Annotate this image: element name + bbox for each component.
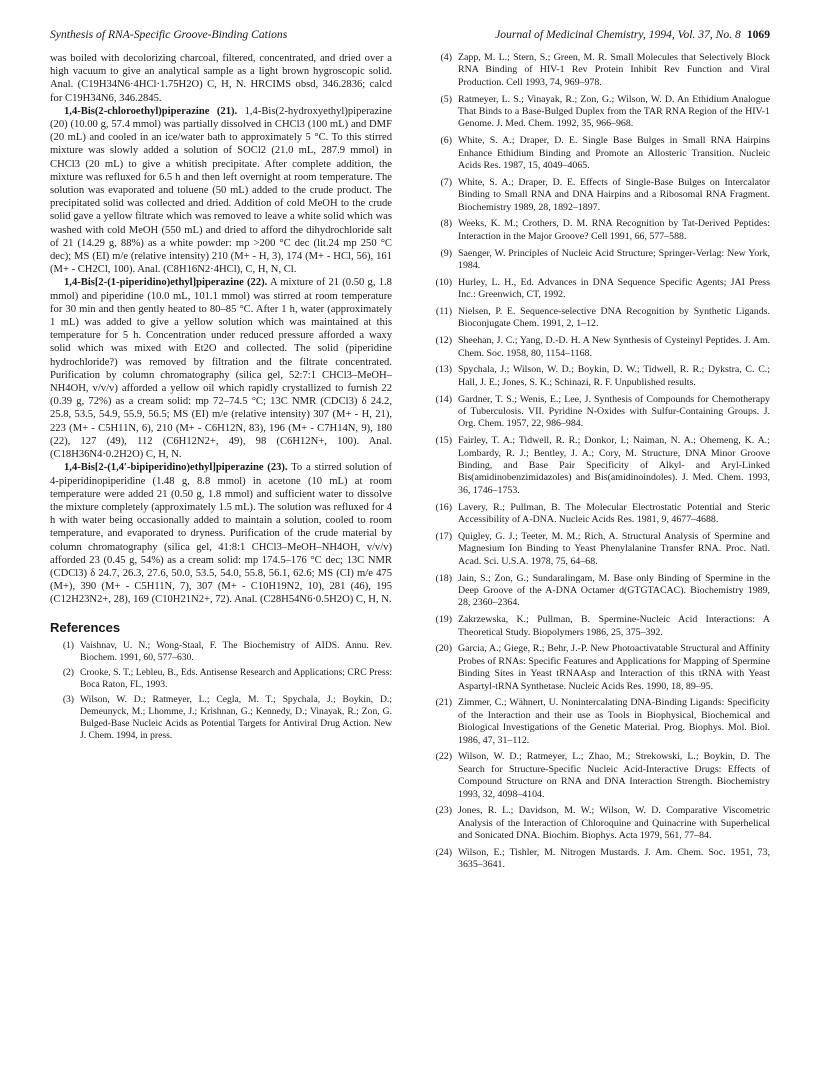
reference-item	[428, 847, 770, 872]
reference-item	[428, 435, 770, 497]
reference-text: Spychala, J.; Wilson, W. D.; Boykin, D. W.; Tidwell, R. R.; Dykstra, C. C.; Hall, J. E.; Jones, S. K.; Schinazi, R. F. Unpublished results.	[458, 364, 770, 388]
reference-text: Wilson, W. D.; Ratmeyer, L.; Cegla, M. T.; Spychala, J.; Boykin, D.; Demeunyck, M.; Lhomme, J.; Krishnan, G.; Kennedy, D.; Vinayak, R.; Zon, G. Bulged-Base Nucleic Acids as Potential Targets for Antiviral Drug Action. New J. Chem. 1994, in press.	[80, 694, 392, 741]
reference-number: (1)	[62, 639, 74, 651]
reference-number: (23)	[435, 805, 452, 817]
reference-number: (4)	[440, 52, 452, 63]
reference-number: (5)	[440, 93, 452, 105]
reference-item	[428, 697, 770, 747]
reference-number: (10)	[435, 276, 452, 288]
reference-item	[428, 502, 770, 527]
reference-text: Weeks, K. M.; Crothers, D. M. RNA Recognition by Tat-Derived Peptides: Interaction in the Major Groove? Cell 1991, 66, 577–588.	[458, 218, 770, 242]
reference-number: (12)	[435, 335, 452, 347]
paragraph-text: A mixture of 21 (0.50 g, 1.8 mmol) and piperidine (10.0 mL, 101.1 mmol) was stirred at room temperature for 30 min and then gently heated to 80–85 °C. After 1 h, water (approximately 1 mL) was added to give a yellow solution which was maintained at this temperature for 5 h. Concentration under reduced pressure afforded a waxy solid which was mixed with Et2O and collected. The solid (piperidine hydrochloride?) was removed by filtration and the filtrate concentrated. Purification by column chromatography (silica gel, 52:7:1 CHCl3–MeOH–NH4OH, v/v/v) afforded a yellow oil which rapidly crystallized to furnish 22 (0.39 g, 72%) as a cream solid: mp 72–74.5 °C; 13C NMR (CDCl3) δ 24.2, 25.8, 53.5, 54.9, 55.9, 56.5; MS (EI) m/e (relative intensity) 307 (M+ - H, 21), 223 (M+ - C5H11N, 6), 210 (M+ - C6H12N, 83), 196 (M+ - C7H14N, 9), 180 (22), 127 (49), 112 (C6H12N2+, 49), 98 (C6H12N+, 100). Anal. (C18H36N4·0.2H2O) C, H, N.	[50, 277, 392, 461]
reference-number: (13)	[435, 364, 452, 376]
reference-text: Garcia, A.; Giege, R.; Behr, J.-P. New Photoactivatable Structural and Affinity Probes of RNAs: Specific Features and Applications for Mapping of Spermine Binding Sites in Yeast tRNAAsp and Interaction of this tRNA with Yeast Aspartyl-tRNA Synthetase. Nucleic Acids Res. 1990, 18, 89–95.	[458, 643, 770, 692]
reference-text: Ratmeyer, L. S.; Vinayak, R.; Zon, G.; Wilson, W. D. An Ethidium Analogue That Binds to a Base-Bulged Duplex from the TAR RNA Region of the HIV-1 Genome. J. Med. Chem. 1992, 35, 966–968.	[458, 93, 770, 130]
reference-number: (24)	[435, 846, 452, 858]
reference-item	[50, 694, 392, 741]
journal-name: Journal of Medicinal Chemistry, 1994, Vol. 37, No. 8	[495, 28, 741, 41]
reference-text: White, S. A.; Draper, D. E. Single Base Bulges in Small RNA Hairpins Enhance Ethidium Binding and Promote an Allosteric Transition. Nucleic Acids Res. 1987, 15, 4049–4065.	[458, 135, 770, 172]
reference-item	[50, 640, 392, 664]
reference-item	[428, 643, 770, 693]
reference-item	[428, 364, 770, 389]
reference-number: (19)	[435, 614, 452, 626]
paragraph-text: was boiled with decolorizing charcoal, filtered, concentrated, and dried over a high vacuum to give an analytical sample as a light brown hygroscopic solid. Anal. (C19H34N6·4HCl·1.75H2O) C, H, N. HRCIMS obsd, 346.2836; calcd for C19H34N6, 346.2845.	[50, 53, 392, 104]
left-column	[50, 52, 392, 745]
reference-item	[428, 614, 770, 639]
reference-number: (7)	[440, 176, 452, 188]
reference-text: Gardner, T. S.; Wenis, E.; Lee, J. Synthesis of Compounds for Chemotherapy of Tuberculosis. VII. Pyridine N-Oxides with Sulfur-Containing Groups. J. Org. Chem. 1957, 22, 986–984.	[458, 393, 770, 430]
reference-item	[428, 306, 770, 331]
reference-item	[428, 531, 770, 568]
body-paragraph	[50, 461, 392, 606]
right-column	[428, 52, 770, 876]
paragraph-heading: 1,4-Bis[2-(1-piperidino)ethyl]piperazine (22).	[64, 277, 268, 289]
paragraph-heading: 1,4-Bis[2-(1,4′-bipiperidino)ethyl]piperazine (23).	[64, 462, 288, 474]
reference-item	[428, 52, 770, 89]
reference-text: Nielsen, P. E. Sequence-selective DNA Recognition by Synthetic Ligands. Bioconjugate Chem. 1991, 2, 1–12.	[458, 306, 770, 330]
reference-number: (3)	[62, 694, 74, 706]
reference-item	[428, 94, 770, 131]
reference-item	[428, 177, 770, 214]
reference-number: (20)	[435, 643, 452, 655]
paragraph-text: To a stirred solution of 4-piperidinopiperidine (1.48 g, 8.8 mmol) in acetone (10 mL) at room temperature were added 21 (0.50 g, 1.8 mmol) and sufficient water to dissolve the mixture completely (approximately 1.5 mL). The solution was refluxed for 4 h with water being occasionally added to maintain a solution, cooled to room temperature, and evaporated to dryness. Purification of the crude material by column chromatography (silica gel, 41:8:1 CHCl3–MeOH–NH4OH, v/v/v) afforded 23 (0.45 g, 54%) as a cream solid: mp 174.5–176 °C dec; 13C NMR (CDCl3) δ 24.7, 26.3, 27.6, 50.0, 53.5, 54.0, 55.8, 56.1, 62.6; MS (CI) m/e 475 (M+), 390 (M+ - C5H11N, 7), 307 (M+ - C10H19N2, 10), 281 (46), 195 (C12H23N2+, 28), 169 (C10H21N2+, 72). Anal. (C28H54N6·0.5H2O) C, H, N.	[50, 462, 392, 606]
reference-item	[428, 805, 770, 842]
reference-item	[50, 667, 392, 691]
reference-number: (9)	[440, 247, 452, 259]
paragraph-heading: 1,4-Bis(2-chloroethyl)piperazine (21).	[64, 105, 238, 117]
body-paragraph	[50, 105, 392, 277]
journal-citation	[495, 28, 770, 41]
reference-text: Lavery, R.; Pullman, B. The Molecular Electrostatic Potential and Steric Accessibility of A-DNA. Nucleic Acids Res. 1981, 9, 4677–4688.	[458, 501, 770, 526]
reference-text: Vaishnav, U. N.; Wong-Staal, F. The Biochemistry of AIDS. Annu. Rev. Biochem. 1991, 60, 577–630.	[80, 639, 392, 663]
reference-text: Zimmer, C.; Wähnert, U. Nonintercalating DNA-Binding Ligands: Specificity of the Interaction and their use as Tools in Biophysical, Biochemical and Biological Investigations of the Genetic Material. Prog. Biophys. Mol. Biol. 1986, 47, 31–112.	[458, 697, 770, 746]
body-paragraph	[50, 276, 392, 461]
body-paragraph	[50, 52, 392, 105]
reference-item	[428, 218, 770, 243]
reference-number: (15)	[435, 435, 452, 447]
reference-item	[428, 248, 770, 273]
reference-number: (18)	[435, 572, 452, 584]
reference-number: (16)	[435, 501, 452, 513]
reference-text: Zapp, M. L.; Stern, S.; Green, M. R. Small Molecules that Selectively Block RNA Binding of HIV-1 Rev Protein Inhibit Rev Function and Viral Production. Cell 1993, 74, 969–978.	[458, 52, 770, 88]
reference-item	[428, 277, 770, 302]
reference-item	[428, 751, 770, 801]
running-header	[50, 28, 770, 44]
reference-text: Jones, R. L.; Davidson, M. W.; Wilson, W. D. Comparative Viscometric Analysis of the Interaction of Chloroquine and Quinacrine with Superhelical and Sonicated DNA. Biochim. Biophys. Acta 1979, 561, 77–84.	[458, 805, 770, 842]
reference-text: Jain, S.; Zon, G.; Sundaralingam, M. Base only Binding of Spermine in the Deep Groove of the A-DNA Octamer d(GTGTACAC). Biochemistry 1989, 28, 2360–2364.	[458, 572, 770, 609]
reference-number: (22)	[435, 751, 452, 763]
reference-item	[428, 135, 770, 172]
reference-text: Saenger, W. Principles of Nucleic Acid Structure; Springer-Verlag: New York, 1984.	[458, 247, 770, 272]
reference-number: (21)	[435, 697, 452, 709]
page-number: 1069	[746, 28, 770, 41]
reference-item	[428, 394, 770, 431]
references-heading: References	[50, 619, 121, 635]
reference-text: White, S. A.; Draper, D. E. Effects of Single-Base Bulges on Intercalator Binding to Small RNA and DNA Hairpins and a Ribosomal RNA Fragment. Biochemistry 1989, 28, 1892–1897.	[458, 176, 770, 213]
running-title: Synthesis of RNA-Specific Groove-Binding Cations	[50, 28, 288, 41]
reference-number: (2)	[62, 666, 74, 678]
reference-number: (17)	[435, 530, 452, 542]
reference-text: Crooke, S. T.; Lebleu, B., Eds. Antisense Research and Applications; CRC Press: Boca Raton, FL, 1993.	[80, 666, 392, 690]
reference-item	[428, 335, 770, 360]
reference-number: (11)	[435, 306, 452, 318]
reference-text: Hurley, L. H., Ed. Advances in DNA Sequence Specific Agents; JAI Press Inc.: Greenwich, CT, 1992.	[458, 276, 770, 301]
reference-number: (14)	[435, 393, 452, 405]
reference-item	[428, 573, 770, 610]
reference-text: Wilson, E.; Tishler, M. Nitrogen Mustards. J. Am. Chem. Soc. 1951, 73, 3635–3641.	[458, 846, 770, 871]
reference-text: Fairley, T. A.; Tidwell, R. R.; Donkor, I.; Naiman, N. A.; Ohemeng, K. A.; Lombardy, R. J.; Bentley, J. A.; Cory, M. Structure, DNA Minor Groove Binding, and Base Pair Specificity of Alkyl- and Aryl-Linked Bis(amidinobenzimidazoles) and Bis(amidinoindoles). J. Med. Chem. 1993, 36, 1746–1753.	[458, 435, 770, 496]
reference-text: Sheehan, J. C.; Yang, D.-D. H. A New Synthesis of Cysteinyl Peptides. J. Am. Chem. Soc. 1958, 80, 1154–1168.	[458, 335, 770, 359]
reference-text: Wilson, W. D.; Ratmeyer, L.; Zhao, M.; Strekowski, L.; Boykin, D. The Search for Structure-Specific Nucleic Acid-Interactive Drugs: Effects of Compound Structure on RNA and DNA Interaction Strength. Biochemistry 1993, 32, 4098–4104.	[458, 751, 770, 800]
reference-number: (6)	[440, 135, 452, 147]
reference-text: Zakrzewska, K.; Pullman, B. Spermine-Nucleic Acid Interactions: A Theoretical Study. Biopolymers 1986, 25, 375–392.	[458, 614, 770, 638]
reference-number: (8)	[440, 218, 452, 230]
paragraph-text: 1,4-Bis(2-hydroxyethyl)piperazine (20) (10.00 g, 57.4 mmol) was partially dissolved in CHCl3 (100 mL) and DMF (20 mL) and cooled in an ice/water bath to approximately 5 °C. To this stirred mixture was slowly added a solution of SOCl2 (21.0 mL, 287.9 mmol) in CHCl3 (20 mL) to give a whitish precipitate. After complete addition, the mixture was refluxed for 6.5 h and then left overnight at room temperature. The solution was evaporated and toluene (50 mL) added to the crude product. The precipitated solid was collected and dried. Addition of cold MeOH to the crude solid gave a yellow filtrate which was removed to leave a white solid which was washed with cold MeOH (550 mL) and dried to afford the dihydrochloride salt of 21 (14.29 g, 88%) as a white powder: mp >200 °C dec (lit.24 mp 250 °C dec); MS (EI) m/e (relative intensity) 210 (M+ - H, 3), 174 (M+ - HCl, 56), 161 (M+ - CH2Cl, 100). Anal. (C8H16N2·4HCl), C, H, N, Cl.	[50, 105, 392, 276]
reference-text: Quigley, G. J.; Teeter, M. M.; Rich, A. Structural Analysis of Spermine and Magnesium Ion Binding to Yeast Phenylalanine Transfer RNA. Proc. Natl. Acad. Sci. U.S.A. 1978, 75, 64–68.	[458, 530, 770, 567]
